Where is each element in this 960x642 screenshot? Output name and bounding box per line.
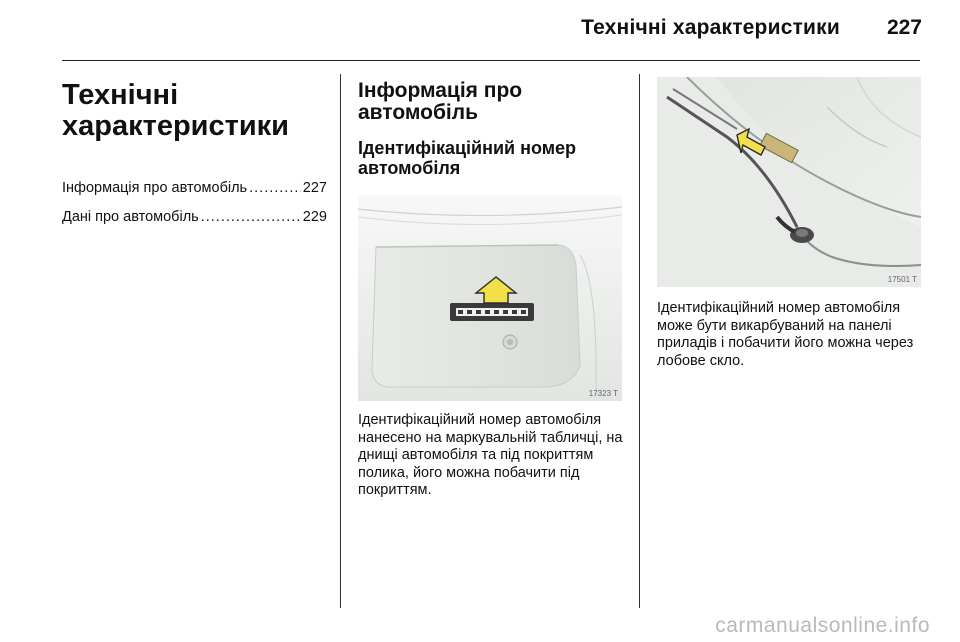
figure-code: 17501 T [887, 275, 917, 284]
header-rule [62, 60, 920, 61]
toc-page: 227 [302, 180, 327, 196]
toc-leader [201, 209, 301, 225]
header-title: Технічні характеристики [581, 16, 840, 39]
vin-plate-illustration [358, 195, 622, 401]
toc-label: Інформація про автомобіль [62, 180, 248, 196]
toc-label: Дані про автомобіль [62, 209, 199, 225]
column-divider-left [340, 74, 341, 608]
watermark: carmanualsonline.info [715, 614, 930, 637]
section-subtitle: Ідентифікаційний номер автомобіля [358, 138, 577, 178]
figure2-caption: Ідентифікаційний номер автомобіля може бути викарбуваний на панелі приладів і побачити його можна через лобове скло. [657, 300, 914, 369]
column-divider-right [639, 74, 640, 608]
toc-leader [249, 180, 301, 196]
windshield-vin-illustration [657, 77, 921, 287]
toc-entry-vehicle-data[interactable] [62, 209, 327, 238]
page-number: 227 [886, 16, 922, 39]
toc-entry-vehicle-info[interactable] [62, 180, 327, 209]
figure-code: 17323 T [588, 389, 618, 398]
figure-vin-windshield [657, 77, 921, 287]
chapter-title: Технічні характеристики [62, 79, 289, 142]
section-title: Інформація про автомобіль [358, 79, 523, 124]
figure-vin-plate [358, 195, 622, 401]
figure1-caption: Ідентифікаційний номер автомобіля нанесено на маркувальній табличці, на днищі автомобіля та під покриттям полика, його можна побачити під покриттям. [358, 412, 623, 498]
toc-page: 229 [302, 209, 327, 225]
table-of-contents [62, 180, 327, 238]
